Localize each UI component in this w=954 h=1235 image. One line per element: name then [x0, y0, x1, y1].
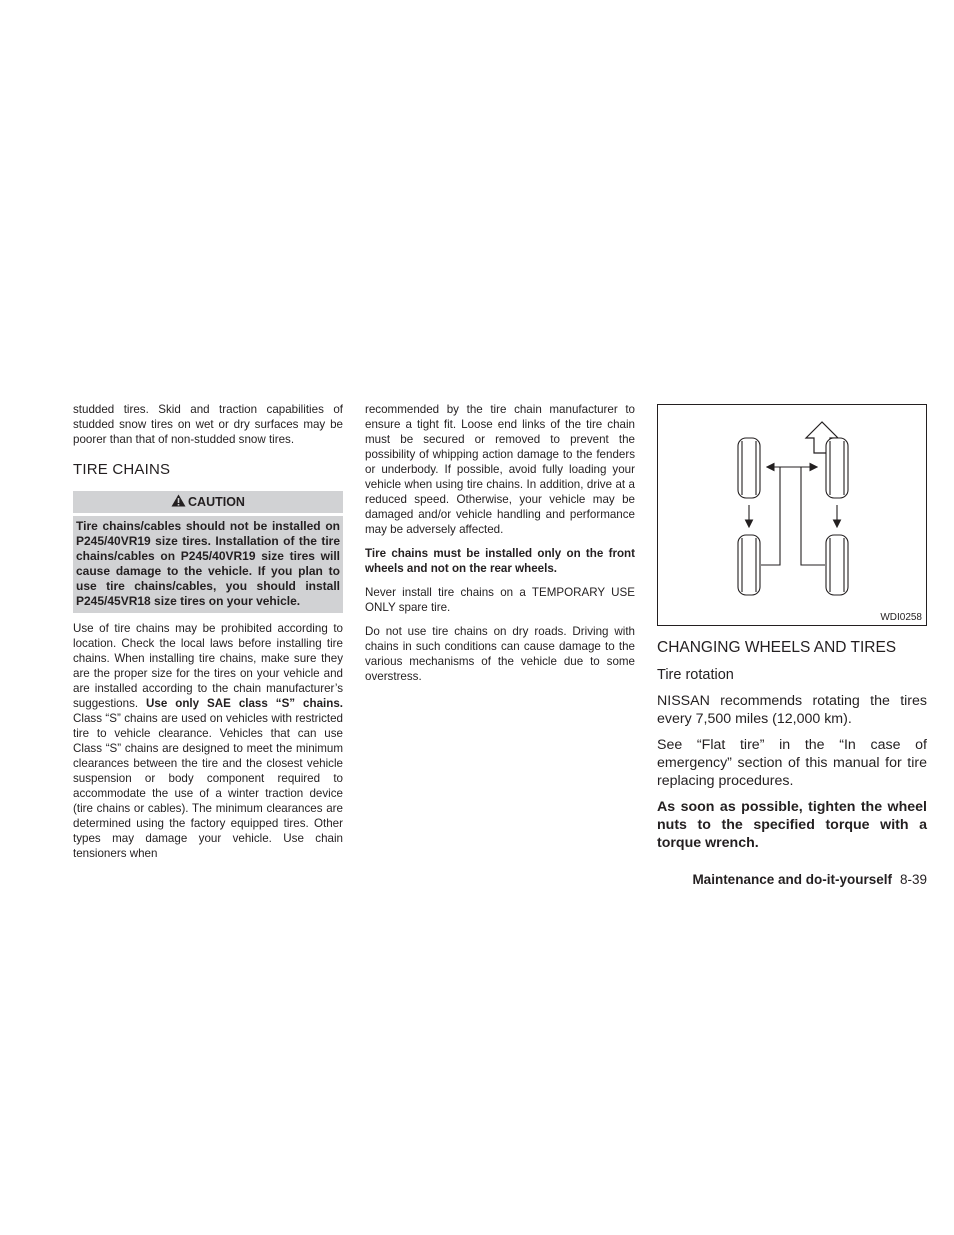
chains-text-b: Class “S” chains are used on vehicles with restricted tire to vehicle clearance. Vehicles that can use Class “S” chains are designed to meet the minimum clearances between the tire and the closest vehicle suspension or body component required to accommodate the use of a winter traction device (tire chains or cables). The minimum clearances are determined using the factory equipped tires. Other types may damage your vehicle. Use chain tensioners when — [73, 712, 343, 860]
rotation-arrows — [749, 467, 837, 565]
column-middle — [365, 402, 635, 693]
figure-code: WDI0258 — [880, 612, 922, 623]
caution-body: Tire chains/cables should not be installed on P245/40VR19 size tires. Installation of the tire chains/cables on P245/40VR19 size tires will cause damage to the vehicle. If you plan to use tire chains/cables, you should install P245/45VR18 size tires on your vehicle. — [73, 516, 343, 613]
dry-roads-note: Do not use tire chains on dry roads. Driving with chains in such conditions can cause damage to the various mechanisms of the vehicle due to some overstress. — [365, 625, 635, 683]
front-right-tire — [826, 438, 848, 498]
tire-rotation-subheading: Tire rotation — [657, 667, 734, 683]
changing-wheels-heading: CHANGING WHEELS AND TIRES — [657, 639, 897, 656]
warning-triangle-icon — [171, 494, 186, 507]
chains-text-bold: Use only SAE class “S” chains. — [146, 697, 343, 710]
torque-warning: As soon as possible, tighten the wheel nuts to the specified torque with a torque wrench. — [657, 799, 927, 851]
rear-right-tire — [826, 535, 848, 595]
tire-chains-heading: TIRE CHAINS — [73, 461, 171, 478]
intro-paragraph: studded tires. Skid and traction capabilities of studded snow tires on wet or dry surfaces may be poorer than that of non-studded snow tires. — [73, 403, 343, 446]
chains-paragraph — [73, 621, 343, 861]
rear-left-tire — [738, 535, 760, 595]
front-left-tire — [738, 438, 760, 498]
page-footer — [600, 872, 927, 887]
caution-title — [73, 491, 343, 513]
chain-fit-paragraph: recommended by the tire chain manufacturer to ensure a tight fit. Loose end links of the tire chain must be secured or removed to prevent the possibility of whipping action damage to the fenders or underbody. If possible, avoid fully loading your vehicle when using tire chains. In addition, drive at a reduced speed. Otherwise, your vehicle may be damaged and/or vehicle handling and performance may be adversely affected. — [365, 403, 635, 536]
column-left — [73, 402, 343, 861]
tires — [738, 438, 848, 595]
footer-section-title: Maintenance and do-it-yourself — [692, 872, 892, 887]
caution-box — [73, 491, 343, 613]
page-number: 8-39 — [899, 872, 927, 887]
spare-tire-note: Never install tire chains on a TEMPORARY USE ONLY spare tire. — [365, 586, 635, 614]
column-right — [657, 404, 927, 852]
tire-rotation-figure — [657, 404, 927, 626]
rotation-interval-paragraph: NISSAN recommends rotating the tires every 7,500 miles (12,000 km). — [657, 693, 927, 727]
chains-text-a: Use of tire chains may be prohibited according to location. Check the local laws before installing tire chains. When installing tire chains, make sure they are the proper size for the tires on your vehicle and are installed according to the chain manufacturer’s suggestions. — [73, 622, 343, 710]
caution-label: CAUTION — [188, 495, 245, 509]
flat-tire-reference: See “Flat tire” in the “In case of emergency” section of this manual for tire replacing procedures. — [657, 737, 927, 789]
front-wheels-warning: Tire chains must be installed only on the front wheels and not on the rear wheels. — [365, 547, 635, 575]
tire-rotation-diagram — [658, 405, 926, 625]
